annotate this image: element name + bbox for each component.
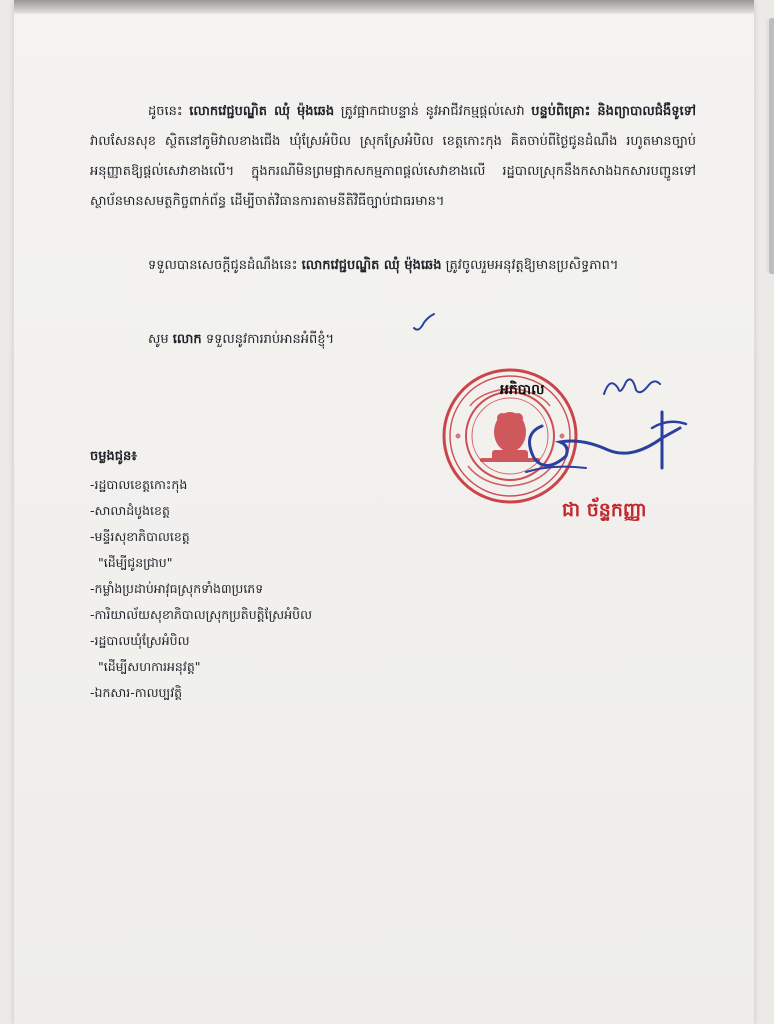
paragraph1-rest: វាលសែនសុខ ស្ថិតនៅភូមិវាលខាងជើង ឃុំស្រែអំបិល ស្រុកស្រែអំបិល ខេត្តកោះកុង គិតចាប់ពីថ្ងៃជូនដំណឹង រហូតមានច្បាប់អនុញ្ញាតឱ្យផ្ដល់សេវាខាងលើ។ ក្នុងករណីមិនព្រមផ្អាកសកម្មភាពផ្ដល់សេវាខាងលើ រដ្ឋបាលស្រុកនឹងកសាងឯកសារបញ្ជូនទៅស្ថាប័នមានសមត្ថកិច្ចពាក់ព័ន្ធ ដើម្បីចាត់វិធានការតាមនីតិវិធីច្បាប់ជាធរមាន។ bbox=[90, 134, 696, 209]
copies-item: -ការិយាល័យសុខាភិបាលស្រុកប្រតិបត្តិស្រែអំបិល bbox=[90, 607, 312, 622]
copies-item: -មន្ទីរសុខាភិបាលខេត្ត bbox=[90, 529, 190, 544]
copies-item: -សាលាដំបូងខេត្ត bbox=[90, 503, 170, 518]
paragraph-notice bbox=[90, 251, 696, 281]
copies-item: -រដ្ឋបាលឃុំស្រែអំបិល bbox=[90, 633, 190, 648]
paragraph3-rest: ទទួលនូវការរាប់អានអំពីខ្ញុំ។ bbox=[205, 332, 335, 347]
copies-item: -កម្លាំងប្រដាប់អាវុធស្រុកទាំង៣ប្រភេទ bbox=[90, 581, 264, 596]
copies-item: "ដើម្បីជូនជ្រាប" bbox=[98, 555, 173, 570]
document-page bbox=[14, 0, 754, 1024]
clinic-service: បន្ទប់ពិគ្រោះ និងព្យាបាលជំងឺទូទៅ bbox=[531, 104, 696, 119]
doctor-name-2: លោកវេជ្ជបណ្ឌិត ឈុំ ម៉ុងឆេង bbox=[301, 258, 442, 273]
page-top-edge bbox=[14, 0, 754, 14]
copies-heading: ចម្លងជូន៖ bbox=[90, 449, 137, 464]
paragraph1-lead: ដូចនេះ bbox=[148, 104, 183, 119]
initial-signature bbox=[600, 368, 664, 402]
paragraph-suspension bbox=[90, 97, 696, 217]
closing-title: លោក bbox=[172, 332, 202, 347]
handwritten-tick-icon bbox=[412, 312, 436, 334]
paragraph3-lead: សូម bbox=[148, 332, 169, 347]
governor-name: ជា ច័ន្ទកញ្ញា bbox=[562, 499, 647, 521]
copies-item: -រដ្ឋបាលខេត្តកោះកុង bbox=[90, 477, 188, 492]
copies-list bbox=[90, 472, 312, 706]
paragraph1-middle: ត្រូវផ្អាកជាបន្ទាន់ នូវអាជីវកម្មផ្ដល់សេវា bbox=[340, 104, 525, 119]
scrollbar-thumb[interactable] bbox=[769, 18, 774, 274]
paragraph-closing bbox=[90, 325, 696, 355]
governor-signature bbox=[512, 398, 702, 478]
paragraph2-rest: ត្រូវចូលរួមអនុវត្តឱ្យមានប្រសិទ្ធភាព។ bbox=[445, 258, 619, 273]
copies-item: "ដើម្បីសហការអនុវត្ត" bbox=[98, 659, 201, 674]
governor-title: អភិបាល bbox=[500, 382, 545, 398]
paragraph2-lead: ទទួលបានសេចក្ដីជូនដំណឹងនេះ bbox=[148, 258, 298, 273]
copies-item: -ឯកសារ-កាលប្បវត្តិ bbox=[90, 685, 183, 700]
doctor-name: លោកវេជ្ជបណ្ឌិត ឈុំ ម៉ុងឆេង bbox=[189, 104, 335, 119]
